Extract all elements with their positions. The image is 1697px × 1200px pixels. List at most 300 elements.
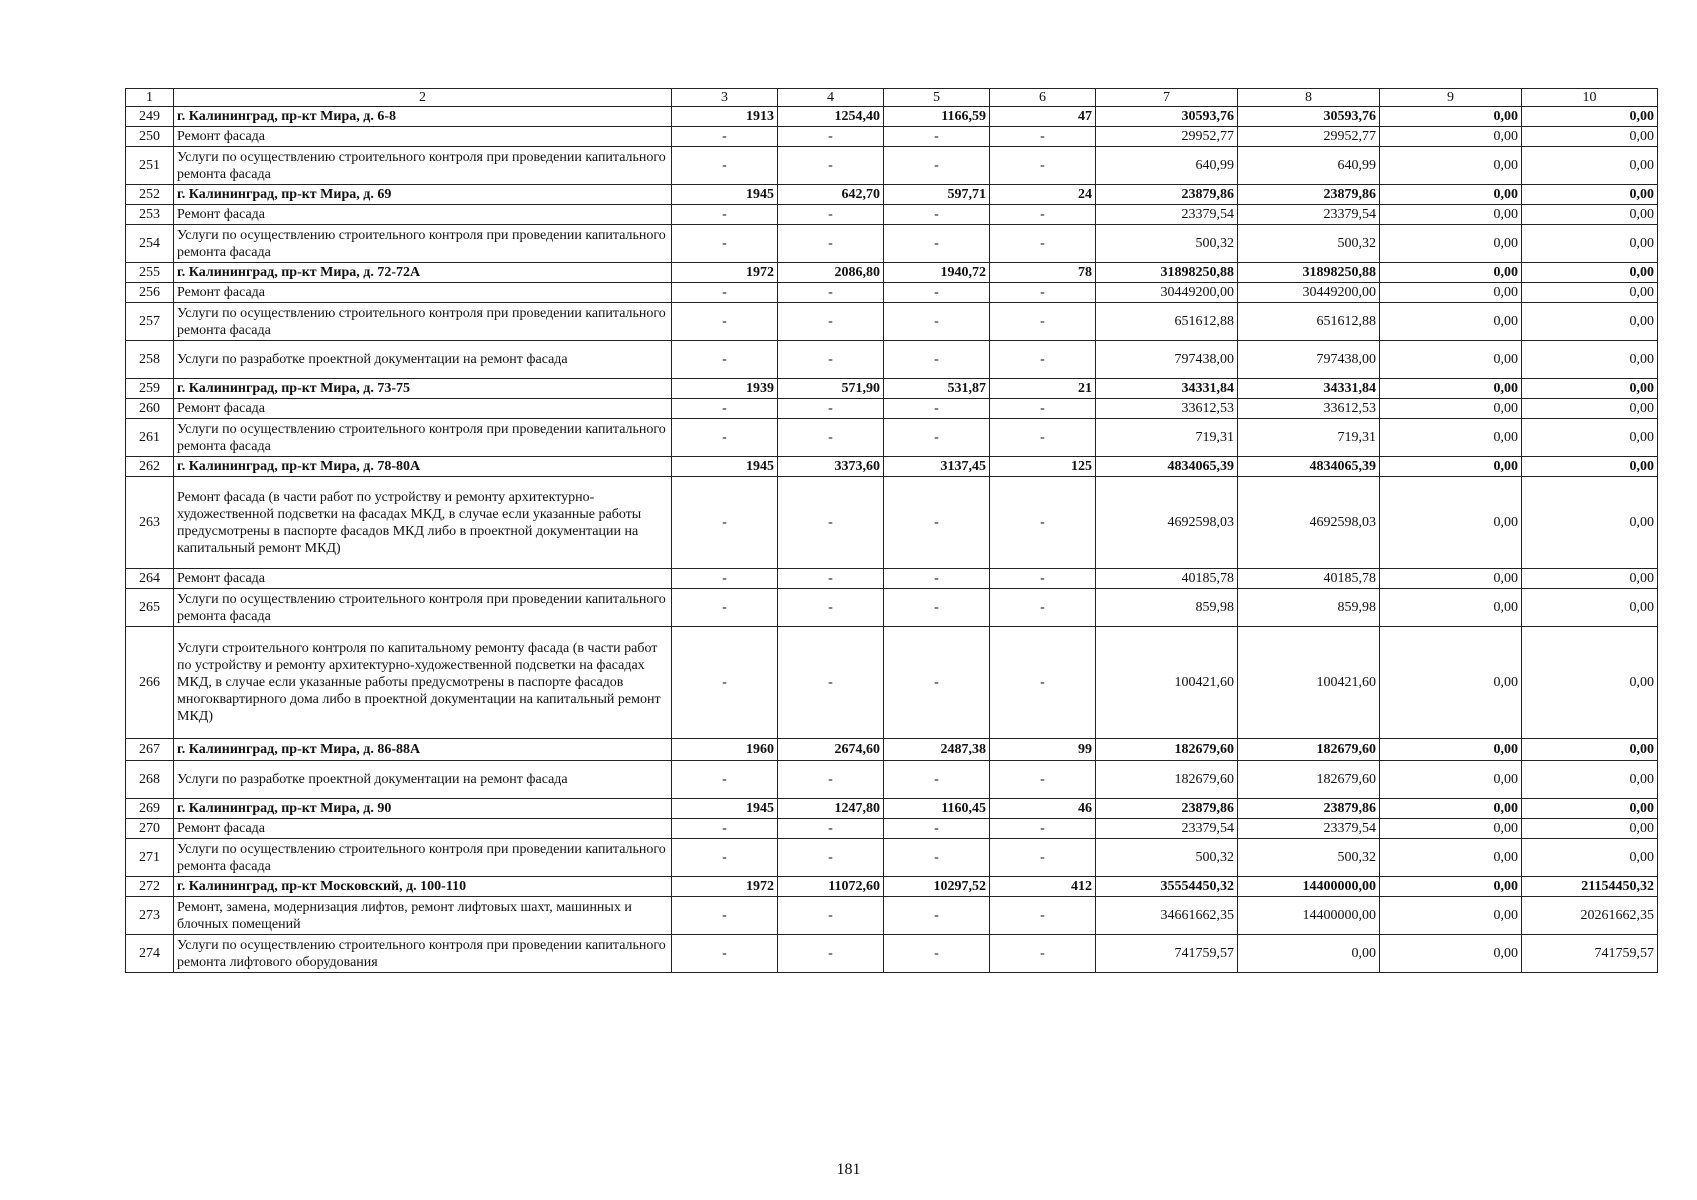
col7-cell: 500,32 [1096, 839, 1238, 877]
col6-cell: - [990, 627, 1096, 739]
work-item-row [126, 839, 1658, 877]
col8-cell: 4692598,03 [1238, 477, 1380, 569]
col4-cell: 2674,60 [778, 739, 884, 761]
col3-cell: - [672, 589, 778, 627]
col5-cell: 10297,52 [884, 877, 990, 897]
col7-cell: 4834065,39 [1096, 457, 1238, 477]
address-row [126, 457, 1658, 477]
col4-cell: 3373,60 [778, 457, 884, 477]
col7-cell: 33612,53 [1096, 399, 1238, 419]
column-header: 2 [174, 89, 672, 107]
item-name-cell: Услуги по осуществлению строительного контроля при проведении капитального ремонта фасада [174, 589, 672, 627]
work-item-row [126, 419, 1658, 457]
col8-cell: 29952,77 [1238, 127, 1380, 147]
row-number-cell: 273 [126, 897, 174, 935]
col5-cell: 1940,72 [884, 263, 990, 283]
col8-cell: 33612,53 [1238, 399, 1380, 419]
col7-cell: 23879,86 [1096, 185, 1238, 205]
column-header: 8 [1238, 89, 1380, 107]
col7-cell: 34331,84 [1096, 379, 1238, 399]
col6-cell: - [990, 477, 1096, 569]
col10-cell: 0,00 [1522, 127, 1658, 147]
row-number-cell: 255 [126, 263, 174, 283]
col5-cell: - [884, 935, 990, 973]
col7-cell: 500,32 [1096, 225, 1238, 263]
row-number-cell: 262 [126, 457, 174, 477]
row-number-cell: 272 [126, 877, 174, 897]
col6-cell: 24 [990, 185, 1096, 205]
column-header: 1 [126, 89, 174, 107]
item-name-cell: г. Калининград, пр-кт Мира, д. 69 [174, 185, 672, 205]
col3-cell: - [672, 283, 778, 303]
col7-cell: 640,99 [1096, 147, 1238, 185]
col5-cell: - [884, 127, 990, 147]
col8-cell: 23379,54 [1238, 819, 1380, 839]
col5-cell: - [884, 819, 990, 839]
col7-cell: 719,31 [1096, 419, 1238, 457]
col3-cell: 1945 [672, 185, 778, 205]
address-row [126, 185, 1658, 205]
col3-cell: - [672, 399, 778, 419]
column-header: 3 [672, 89, 778, 107]
col6-cell: 412 [990, 877, 1096, 897]
item-name-cell: Услуги по осуществлению строительного контроля при проведении капитального ремонта лифтового оборудования [174, 935, 672, 973]
col8-cell: 4834065,39 [1238, 457, 1380, 477]
col8-cell: 23379,54 [1238, 205, 1380, 225]
col10-cell: 0,00 [1522, 799, 1658, 819]
col10-cell: 0,00 [1522, 739, 1658, 761]
item-name-cell: г. Калининград, пр-кт Мира, д. 90 [174, 799, 672, 819]
item-name-cell: Услуги по осуществлению строительного контроля при проведении капитального ремонта фасада [174, 419, 672, 457]
work-item-row [126, 819, 1658, 839]
col3-cell: - [672, 569, 778, 589]
col6-cell: - [990, 399, 1096, 419]
col5-cell: 1166,59 [884, 107, 990, 127]
col6-cell: 78 [990, 263, 1096, 283]
address-row [126, 263, 1658, 283]
col3-cell: 1945 [672, 799, 778, 819]
col9-cell: 0,00 [1380, 477, 1522, 569]
col5-cell: - [884, 897, 990, 935]
col7-cell: 651612,88 [1096, 303, 1238, 341]
row-number-cell: 264 [126, 569, 174, 589]
col6-cell: - [990, 303, 1096, 341]
item-name-cell: Ремонт фасада [174, 283, 672, 303]
col3-cell: 1939 [672, 379, 778, 399]
col7-cell: 23379,54 [1096, 205, 1238, 225]
col8-cell: 182679,60 [1238, 739, 1380, 761]
col10-cell: 0,00 [1522, 147, 1658, 185]
col9-cell: 0,00 [1380, 457, 1522, 477]
col10-cell: 0,00 [1522, 839, 1658, 877]
work-item-row [126, 147, 1658, 185]
column-header: 7 [1096, 89, 1238, 107]
col6-cell: - [990, 205, 1096, 225]
col10-cell: 0,00 [1522, 205, 1658, 225]
col7-cell: 741759,57 [1096, 935, 1238, 973]
row-number-cell: 249 [126, 107, 174, 127]
column-header: 6 [990, 89, 1096, 107]
item-name-cell: г. Калининград, пр-кт Мира, д. 86-88А [174, 739, 672, 761]
col10-cell: 741759,57 [1522, 935, 1658, 973]
row-number-cell: 261 [126, 419, 174, 457]
col4-cell: - [778, 127, 884, 147]
col3-cell: - [672, 205, 778, 225]
item-name-cell: Ремонт фасада [174, 399, 672, 419]
item-name-cell: г. Калининград, пр-кт Мира, д. 72-72А [174, 263, 672, 283]
col6-cell: - [990, 419, 1096, 457]
address-row [126, 799, 1658, 819]
col10-cell: 0,00 [1522, 225, 1658, 263]
col3-cell: 1945 [672, 457, 778, 477]
col7-cell: 30593,76 [1096, 107, 1238, 127]
work-item-row [126, 897, 1658, 935]
col9-cell: 0,00 [1380, 839, 1522, 877]
col5-cell: - [884, 839, 990, 877]
col3-cell: - [672, 897, 778, 935]
col5-cell: - [884, 283, 990, 303]
col9-cell: 0,00 [1380, 185, 1522, 205]
col6-cell: - [990, 839, 1096, 877]
col8-cell: 14400000,00 [1238, 897, 1380, 935]
col6-cell: - [990, 127, 1096, 147]
item-name-cell: Услуги строительного контроля по капитальному ремонту фасада (в части работ по устройству и ремонту архитектурно-художественной подсветки на фасадах МКД, в случае если указанные работы предусмотрены в паспорте фасадов многоквартирного дома либо в проектной документации на капитальный ремонт МКД) [174, 627, 672, 739]
col7-cell: 31898250,88 [1096, 263, 1238, 283]
col5-cell: - [884, 477, 990, 569]
col9-cell: 0,00 [1380, 107, 1522, 127]
col6-cell: 21 [990, 379, 1096, 399]
row-number-cell: 257 [126, 303, 174, 341]
address-row [126, 877, 1658, 897]
col10-cell: 0,00 [1522, 185, 1658, 205]
item-name-cell: Услуги по осуществлению строительного контроля при проведении капитального ремонта фасада [174, 303, 672, 341]
column-header: 4 [778, 89, 884, 107]
column-header: 9 [1380, 89, 1522, 107]
col9-cell: 0,00 [1380, 761, 1522, 799]
col6-cell: 125 [990, 457, 1096, 477]
col9-cell: 0,00 [1380, 225, 1522, 263]
page-number: 181 [836, 1161, 861, 1178]
col4-cell: - [778, 839, 884, 877]
col9-cell: 0,00 [1380, 897, 1522, 935]
col4-cell: - [778, 205, 884, 225]
col3-cell: - [672, 147, 778, 185]
col9-cell: 0,00 [1380, 303, 1522, 341]
item-name-cell: Услуги по осуществлению строительного контроля при проведении капитального ремонта фасада [174, 225, 672, 263]
row-number-cell: 251 [126, 147, 174, 185]
col6-cell: - [990, 283, 1096, 303]
col5-cell: 3137,45 [884, 457, 990, 477]
col10-cell: 0,00 [1522, 303, 1658, 341]
col8-cell: 30593,76 [1238, 107, 1380, 127]
col8-cell: 100421,60 [1238, 627, 1380, 739]
item-name-cell: г. Калининград, пр-кт Мира, д. 73-75 [174, 379, 672, 399]
item-name-cell: Ремонт фасада [174, 205, 672, 225]
col4-cell: - [778, 147, 884, 185]
col3-cell: - [672, 935, 778, 973]
col6-cell: - [990, 341, 1096, 379]
col5-cell: - [884, 419, 990, 457]
col10-cell: 0,00 [1522, 819, 1658, 839]
col3-cell: - [672, 419, 778, 457]
col7-cell: 29952,77 [1096, 127, 1238, 147]
col4-cell: - [778, 303, 884, 341]
col7-cell: 859,98 [1096, 589, 1238, 627]
col6-cell: 46 [990, 799, 1096, 819]
col9-cell: 0,00 [1380, 819, 1522, 839]
col4-cell: 11072,60 [778, 877, 884, 897]
col9-cell: 0,00 [1380, 341, 1522, 379]
work-item-row [126, 127, 1658, 147]
item-name-cell: Услуги по осуществлению строительного контроля при проведении капитального ремонта фасада [174, 147, 672, 185]
work-item-row [126, 589, 1658, 627]
col10-cell: 0,00 [1522, 341, 1658, 379]
row-number-cell: 263 [126, 477, 174, 569]
col9-cell: 0,00 [1380, 739, 1522, 761]
col10-cell: 0,00 [1522, 419, 1658, 457]
col10-cell: 0,00 [1522, 569, 1658, 589]
col5-cell: - [884, 761, 990, 799]
col4-cell: - [778, 341, 884, 379]
row-number-cell: 254 [126, 225, 174, 263]
col5-cell: 597,71 [884, 185, 990, 205]
col9-cell: 0,00 [1380, 419, 1522, 457]
item-name-cell: Ремонт фасада (в части работ по устройству и ремонту архитектурно-художественной подсветки на фасадах МКД, в случае если указанные работы предусмотрены в паспорте фасадов МКД либо в проектной документации на капитальный ремонт МКД) [174, 477, 672, 569]
col4-cell: - [778, 477, 884, 569]
col7-cell: 182679,60 [1096, 761, 1238, 799]
col10-cell: 0,00 [1522, 399, 1658, 419]
col7-cell: 30449200,00 [1096, 283, 1238, 303]
register-table-body [126, 89, 1658, 973]
col8-cell: 40185,78 [1238, 569, 1380, 589]
col3-cell: - [672, 627, 778, 739]
col7-cell: 40185,78 [1096, 569, 1238, 589]
row-number-cell: 260 [126, 399, 174, 419]
col3-cell: 1972 [672, 263, 778, 283]
col5-cell: 2487,38 [884, 739, 990, 761]
col3-cell: 1972 [672, 877, 778, 897]
register-table [125, 88, 1658, 973]
item-name-cell: Услуги по осуществлению строительного контроля при проведении капитального ремонта фасада [174, 839, 672, 877]
col4-cell: - [778, 283, 884, 303]
col6-cell: - [990, 569, 1096, 589]
col3-cell: - [672, 477, 778, 569]
col10-cell: 0,00 [1522, 627, 1658, 739]
col9-cell: 0,00 [1380, 127, 1522, 147]
col4-cell: - [778, 761, 884, 799]
col5-cell: - [884, 569, 990, 589]
document-sheet [125, 88, 1657, 973]
col6-cell: - [990, 819, 1096, 839]
col5-cell: - [884, 627, 990, 739]
col9-cell: 0,00 [1380, 589, 1522, 627]
col8-cell: 859,98 [1238, 589, 1380, 627]
work-item-row [126, 569, 1658, 589]
col4-cell: 642,70 [778, 185, 884, 205]
col6-cell: 47 [990, 107, 1096, 127]
col8-cell: 14400000,00 [1238, 877, 1380, 897]
col3-cell: - [672, 341, 778, 379]
col3-cell: - [672, 819, 778, 839]
col3-cell: - [672, 303, 778, 341]
col4-cell: - [778, 225, 884, 263]
row-number-cell: 267 [126, 739, 174, 761]
col7-cell: 34661662,35 [1096, 897, 1238, 935]
col4-cell: - [778, 897, 884, 935]
col6-cell: - [990, 225, 1096, 263]
col8-cell: 23879,86 [1238, 799, 1380, 819]
col4-cell: 571,90 [778, 379, 884, 399]
col6-cell: - [990, 935, 1096, 973]
col9-cell: 0,00 [1380, 877, 1522, 897]
item-name-cell: Услуги по разработке проектной документации на ремонт фасада [174, 761, 672, 799]
row-number-cell: 266 [126, 627, 174, 739]
col5-cell: 531,87 [884, 379, 990, 399]
col3-cell: - [672, 761, 778, 799]
col7-cell: 23379,54 [1096, 819, 1238, 839]
col7-cell: 182679,60 [1096, 739, 1238, 761]
col7-cell: 35554450,32 [1096, 877, 1238, 897]
item-name-cell: г. Калининград, пр-кт Московский, д. 100-110 [174, 877, 672, 897]
col9-cell: 0,00 [1380, 147, 1522, 185]
column-header: 10 [1522, 89, 1658, 107]
work-item-row [126, 477, 1658, 569]
work-item-row [126, 225, 1658, 263]
col9-cell: 0,00 [1380, 627, 1522, 739]
col3-cell: 1960 [672, 739, 778, 761]
row-number-cell: 252 [126, 185, 174, 205]
row-number-cell: 253 [126, 205, 174, 225]
row-number-cell: 259 [126, 379, 174, 399]
item-name-cell: Ремонт фасада [174, 819, 672, 839]
col5-cell: 1160,45 [884, 799, 990, 819]
col3-cell: - [672, 225, 778, 263]
col8-cell: 0,00 [1238, 935, 1380, 973]
col6-cell: - [990, 147, 1096, 185]
col9-cell: 0,00 [1380, 283, 1522, 303]
row-number-cell: 258 [126, 341, 174, 379]
work-item-row [126, 627, 1658, 739]
work-item-row [126, 303, 1658, 341]
col5-cell: - [884, 399, 990, 419]
col3-cell: - [672, 839, 778, 877]
col5-cell: - [884, 303, 990, 341]
item-name-cell: Ремонт фасада [174, 127, 672, 147]
col3-cell: 1913 [672, 107, 778, 127]
col4-cell: 1247,80 [778, 799, 884, 819]
item-name-cell: Ремонт фасада [174, 569, 672, 589]
col4-cell: - [778, 935, 884, 973]
col4-cell: - [778, 569, 884, 589]
col3-cell: - [672, 127, 778, 147]
row-number-cell: 268 [126, 761, 174, 799]
col10-cell: 0,00 [1522, 457, 1658, 477]
col8-cell: 31898250,88 [1238, 263, 1380, 283]
col9-cell: 0,00 [1380, 379, 1522, 399]
col10-cell: 0,00 [1522, 761, 1658, 799]
col4-cell: - [778, 819, 884, 839]
col10-cell: 0,00 [1522, 107, 1658, 127]
col5-cell: - [884, 589, 990, 627]
col8-cell: 719,31 [1238, 419, 1380, 457]
row-number-cell: 270 [126, 819, 174, 839]
work-item-row [126, 205, 1658, 225]
col6-cell: - [990, 589, 1096, 627]
col9-cell: 0,00 [1380, 799, 1522, 819]
row-number-cell: 269 [126, 799, 174, 819]
col4-cell: 1254,40 [778, 107, 884, 127]
col5-cell: - [884, 205, 990, 225]
col8-cell: 34331,84 [1238, 379, 1380, 399]
item-name-cell: г. Калининград, пр-кт Мира, д. 6-8 [174, 107, 672, 127]
col6-cell: - [990, 761, 1096, 799]
col8-cell: 30449200,00 [1238, 283, 1380, 303]
col8-cell: 651612,88 [1238, 303, 1380, 341]
col4-cell: - [778, 399, 884, 419]
col7-cell: 23879,86 [1096, 799, 1238, 819]
col6-cell: 99 [990, 739, 1096, 761]
col8-cell: 500,32 [1238, 839, 1380, 877]
col5-cell: - [884, 341, 990, 379]
col9-cell: 0,00 [1380, 569, 1522, 589]
col4-cell: - [778, 589, 884, 627]
work-item-row [126, 399, 1658, 419]
row-number-cell: 265 [126, 589, 174, 627]
col9-cell: 0,00 [1380, 205, 1522, 225]
item-name-cell: г. Калининград, пр-кт Мира, д. 78-80А [174, 457, 672, 477]
col9-cell: 0,00 [1380, 935, 1522, 973]
col4-cell: 2086,80 [778, 263, 884, 283]
col10-cell: 0,00 [1522, 477, 1658, 569]
work-item-row [126, 283, 1658, 303]
col8-cell: 797438,00 [1238, 341, 1380, 379]
item-name-cell: Ремонт, замена, модернизация лифтов, ремонт лифтовых шахт, машинных и блочных помещений [174, 897, 672, 935]
col7-cell: 4692598,03 [1096, 477, 1238, 569]
work-item-row [126, 935, 1658, 973]
col10-cell: 0,00 [1522, 263, 1658, 283]
column-header: 5 [884, 89, 990, 107]
col10-cell: 20261662,35 [1522, 897, 1658, 935]
col8-cell: 182679,60 [1238, 761, 1380, 799]
col8-cell: 500,32 [1238, 225, 1380, 263]
col4-cell: - [778, 627, 884, 739]
col4-cell: - [778, 419, 884, 457]
col5-cell: - [884, 225, 990, 263]
col10-cell: 0,00 [1522, 379, 1658, 399]
work-item-row [126, 761, 1658, 799]
column-number-row [126, 89, 1658, 107]
col7-cell: 797438,00 [1096, 341, 1238, 379]
work-item-row [126, 341, 1658, 379]
col9-cell: 0,00 [1380, 399, 1522, 419]
col8-cell: 640,99 [1238, 147, 1380, 185]
row-number-cell: 256 [126, 283, 174, 303]
row-number-cell: 271 [126, 839, 174, 877]
row-number-cell: 250 [126, 127, 174, 147]
item-name-cell: Услуги по разработке проектной документации на ремонт фасада [174, 341, 672, 379]
col8-cell: 23879,86 [1238, 185, 1380, 205]
col9-cell: 0,00 [1380, 263, 1522, 283]
col5-cell: - [884, 147, 990, 185]
col10-cell: 0,00 [1522, 283, 1658, 303]
col7-cell: 100421,60 [1096, 627, 1238, 739]
address-row [126, 739, 1658, 761]
row-number-cell: 274 [126, 935, 174, 973]
address-row [126, 107, 1658, 127]
col10-cell: 21154450,32 [1522, 877, 1658, 897]
col6-cell: - [990, 897, 1096, 935]
col10-cell: 0,00 [1522, 589, 1658, 627]
